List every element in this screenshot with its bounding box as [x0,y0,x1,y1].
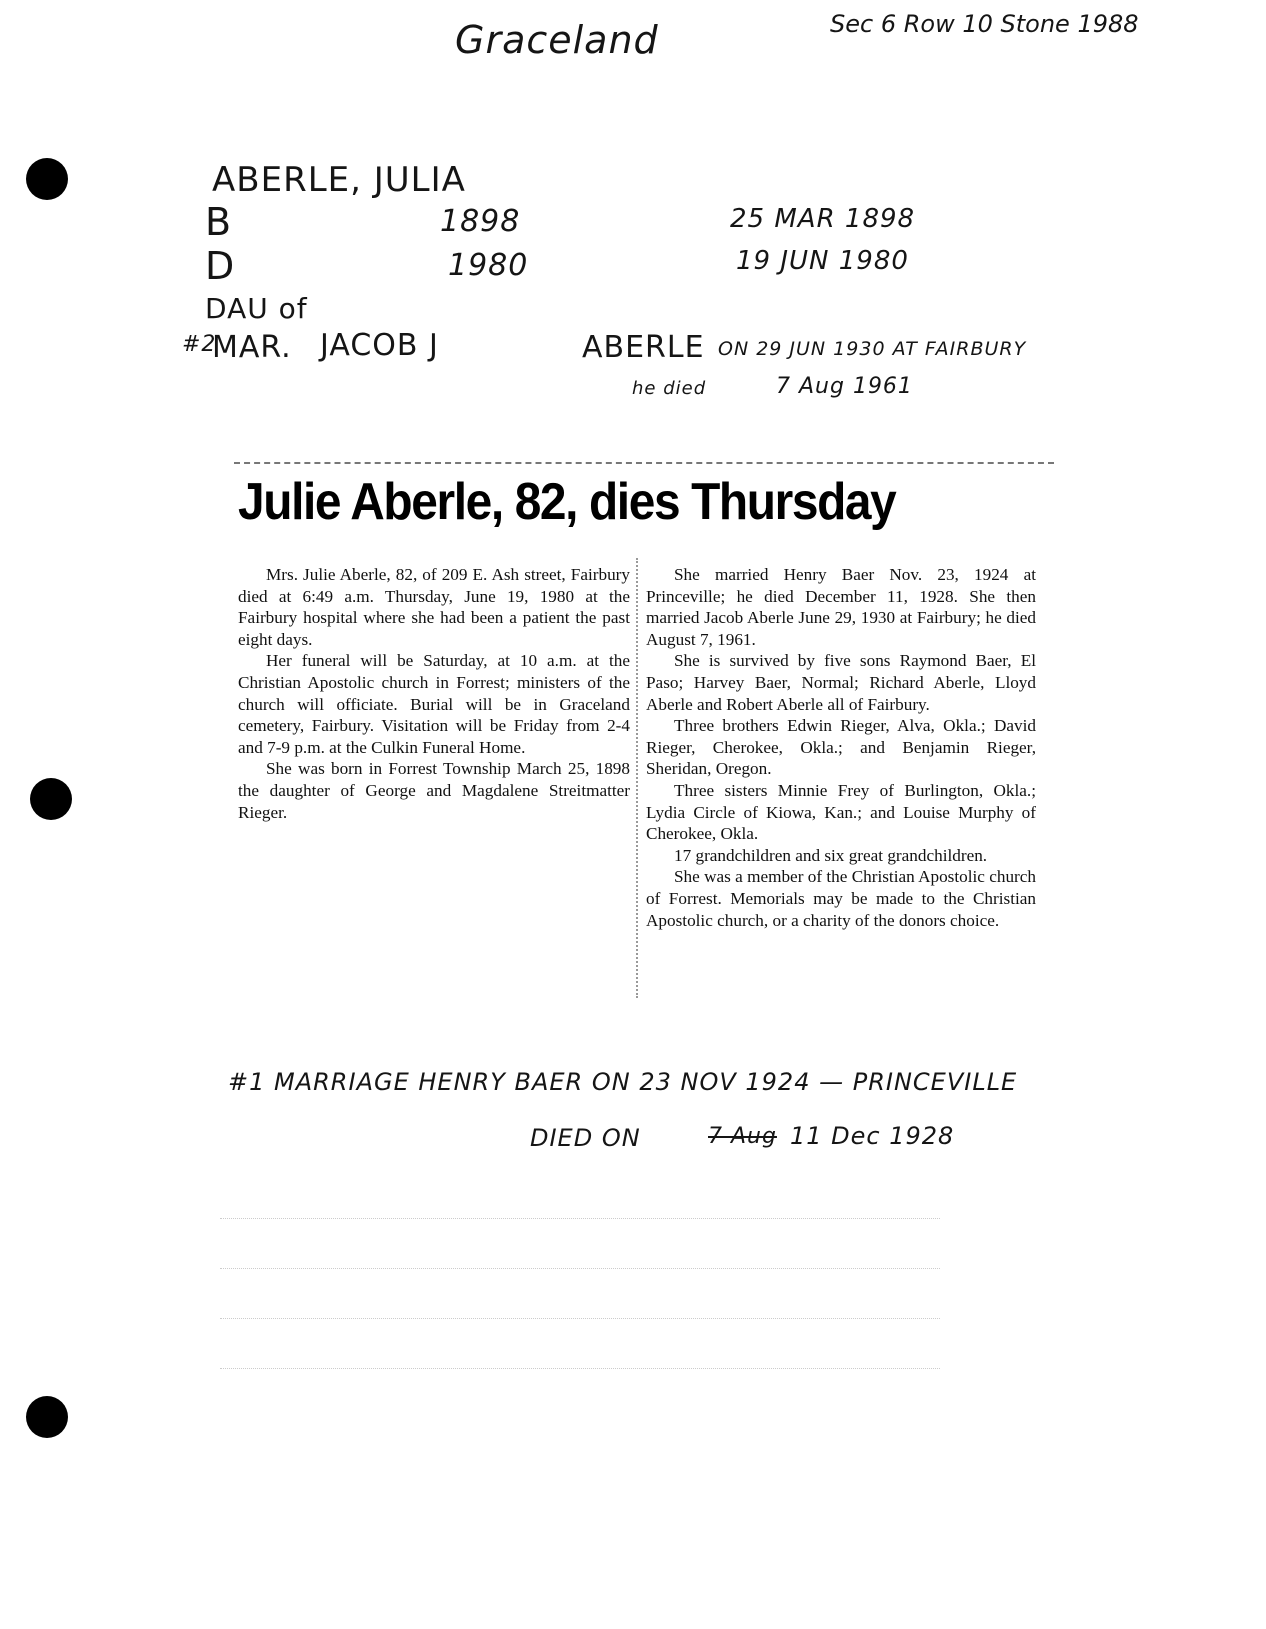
show-through-line [220,1218,940,1219]
obituary-headline: Julie Aberle, 82, dies Thursday [238,473,896,531]
spouse2-died-date: 7 Aug 1961 [776,374,913,399]
marriage2-details: ON 29 JUN 1930 AT FAIRBURY [718,338,1027,360]
daughter-of-label: DAU of [205,292,308,325]
obituary-paragraph: Three brothers Edwin Rieger, Alva, Okla.; David Rieger, Cherokee, Okla.; and Benjamin Rieger, Sheridan, Oregon. [646,716,1036,779]
marriage2-spouse: JACOB J [320,328,439,363]
binder-hole-bottom [26,1396,68,1438]
obituary-paragraph: Mrs. Julie Aberle, 82, of 209 E. Ash street, Fairbury died at 6:49 a.m. Thursday, June 19, 1980 at the Fairbury hospital where she had been a patient the past eight days. [238,565,630,649]
plot-location-note: Sec 6 Row 10 Stone 1988 [830,10,1139,38]
show-through-line [220,1318,940,1319]
obituary-paragraph: 17 grandchildren and six great grandchildren. [674,845,988,865]
spouse1-died-date: 11 Dec 1928 [790,1122,955,1150]
marriage2-label: MAR. [212,330,292,365]
obituary-paragraph: She married Henry Baer Nov. 23, 1924 at Princeville; he died December 11, 1928. She then married Jacob Aberle June 29, 1930 at Fairbury; he died August 7, 1961. [646,565,1036,649]
obituary-paragraph: Her funeral will be Saturday, at 10 a.m. at the Christian Apostolic church in Forrest; ministers of the church will officiate. Burial will be in Graceland cemetery, Fairbury. Visitation will be Friday from 2-4 and 7-9 p.m. at the Culkin Funeral Home. [238,651,630,757]
column-divider [636,558,638,998]
obituary-clipping [238,462,1082,1008]
died-label: D [205,244,236,288]
binder-hole-middle [30,778,72,820]
born-year: 1898 [440,204,521,239]
obituary-paragraph: She is survived by five sons Raymond Baer, El Paso; Harvey Baer, Normal; Richard Aberle, Lloyd Aberle and Robert Aberle all of Fairbury. [646,651,1036,714]
born-label: B [205,200,233,244]
clipping-cut-edge [234,462,1054,464]
marriage1-note: #1 MARRIAGE HENRY BAER ON 23 NOV 1924 — PRINCEVILLE [228,1068,1018,1096]
spouse2-died-label: he died [632,378,707,399]
binder-hole-top [26,158,68,200]
obituary-left-column [238,564,630,823]
name-heading: ABERLE, JULIA [212,160,466,200]
cemetery-note: Graceland [455,18,659,62]
spouse1-died-struck: 7 Aug [708,1124,777,1149]
show-through-line [220,1268,940,1269]
died-date: 19 JUN 1980 [736,246,909,276]
spouse1-died-label: DIED ON [530,1124,641,1152]
obituary-right-column [646,564,1036,931]
died-year: 1980 [448,248,529,283]
marriage2-surname: ABERLE [582,330,705,365]
show-through-line [220,1368,940,1369]
obituary-paragraph: She was a member of the Christian Apostolic church of Forrest. Memorials may be made to the Christian Apostolic church, or a charity of the donors choice. [646,867,1036,930]
born-date: 25 MAR 1898 [730,204,916,234]
obituary-paragraph: She was born in Forrest Township March 25, 1898 the daughter of George and Magdalene Streitmatter Rieger. [238,759,630,822]
marriage2-prefix: #2 [182,332,217,357]
obituary-paragraph: Three sisters Minnie Frey of Burlington, Okla.; Lydia Circle of Kiowa, Kan.; and Louise Murphy of Cherokee, Okla. [646,780,1036,844]
